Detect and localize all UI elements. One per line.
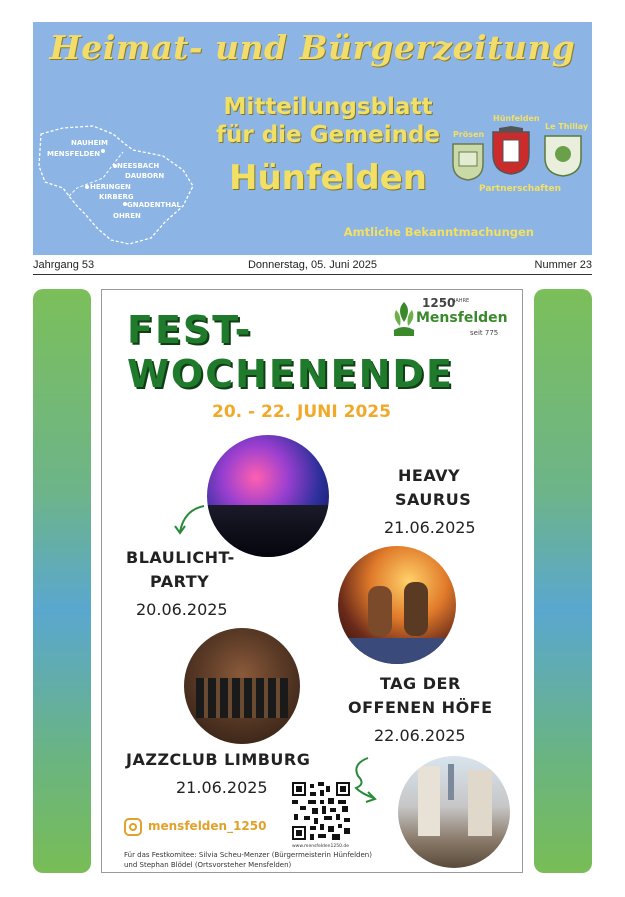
village-photo (398, 756, 510, 868)
issue-date: Donnerstag, 05. Juni 2025 (247, 259, 378, 271)
map-label-neesbach: NEESBACH (117, 162, 160, 170)
volume-label: Jahrgang 53 (33, 259, 95, 271)
map-dot (85, 185, 89, 189)
event-jazzclub-date: 21.06.2025 (176, 778, 268, 797)
municipality-map (33, 122, 203, 252)
town-name: Hünfelden (229, 158, 427, 198)
event-heavysaurus-date: 21.06.2025 (384, 518, 476, 537)
subtitle-line-2: für die Gemeinde (215, 122, 441, 148)
map-dot (101, 149, 105, 153)
event-heavysaurus-line-2: SAURUS (395, 490, 472, 509)
curl-arrow-icon (348, 754, 384, 804)
event-heavysaurus-line-1: HEAVY (398, 466, 461, 485)
festival-dates: 20. - 22. JUNI 2025 (212, 402, 391, 422)
arrow-icon (172, 502, 208, 538)
party-photo (207, 435, 329, 557)
instagram-handle[interactable]: mensfelden_1250 (148, 819, 267, 833)
huenfelden-crest-icon (491, 126, 531, 176)
map-label-dauborn: DAUBORN (125, 172, 165, 180)
qr-url: www.mensfelden1250.de (292, 844, 349, 849)
map-label-mensfelden: MENSFELDEN (47, 150, 101, 158)
subtitle-line-1: Mitteilungsblatt (223, 94, 433, 120)
poster-footer (124, 850, 372, 870)
partnerships-caption: Partnerschaften (479, 184, 562, 194)
map-label-kirberg: KIRBERG (99, 193, 134, 201)
qr-code-icon[interactable] (292, 782, 350, 840)
le-thillay-crest-icon (543, 134, 583, 178)
issue-info-line (33, 258, 592, 275)
map-label-ohren: OHREN (113, 212, 141, 220)
leaf-logo-icon (392, 300, 416, 338)
map-label-gnadenthal: GNADENTHAL (127, 201, 181, 209)
map-label-nauheim: NAUHEIM (71, 139, 108, 147)
footer-line-2: und Stephan Blödel (Ortsvorsteher Mensfelden) (124, 861, 292, 869)
masthead (33, 22, 592, 255)
partner-label-huenfelden: Hünfelden (493, 114, 540, 123)
heavysaurus-photo (338, 546, 456, 664)
poster-title-line-1: FEST- (127, 308, 253, 352)
issue-number: Nummer 23 (534, 259, 592, 271)
event-jazzclub-name: JAZZCLUB LIMBURG (126, 750, 311, 769)
official-notices-label: Amtliche Bekanntmachungen (343, 225, 534, 239)
partner-label-proesen: Prösen (453, 130, 485, 139)
logo-since: seit 775 (470, 329, 499, 337)
poster-title-line-2: WOCHENENDE (127, 352, 454, 396)
jazzclub-photo (184, 628, 300, 744)
right-decor-bar (534, 289, 592, 873)
footer-line-1: Für das Festkomitee: Silvia Scheu-Menzer (Bürgermeisterin Hünfelden) (124, 851, 372, 859)
event-tag-line-2: OFFENEN HÖFE (348, 698, 493, 717)
event-tag-line-1: TAG DER (380, 674, 461, 693)
newspaper-title: Heimat- und Bürgerzeitung (49, 28, 576, 67)
event-blaulicht-line-2: PARTY (150, 572, 210, 591)
logo-number: 1250 (422, 296, 456, 310)
proesen-crest-icon (451, 142, 485, 182)
map-label-heringen: HERINGEN (90, 183, 131, 191)
festival-poster (101, 289, 523, 873)
event-blaulicht-line-1: BLAULICHT- (126, 548, 235, 567)
event-blaulicht-date: 20.06.2025 (136, 600, 228, 619)
anniversary-logo (392, 296, 522, 344)
instagram-icon[interactable] (124, 818, 142, 836)
logo-jahre: JAHRE (454, 298, 470, 304)
event-tag-date: 22.06.2025 (374, 726, 466, 745)
logo-name: Mensfelden (416, 310, 508, 326)
partner-label-le-thillay: Le Thillay (545, 122, 589, 131)
left-decor-bar (33, 289, 91, 873)
